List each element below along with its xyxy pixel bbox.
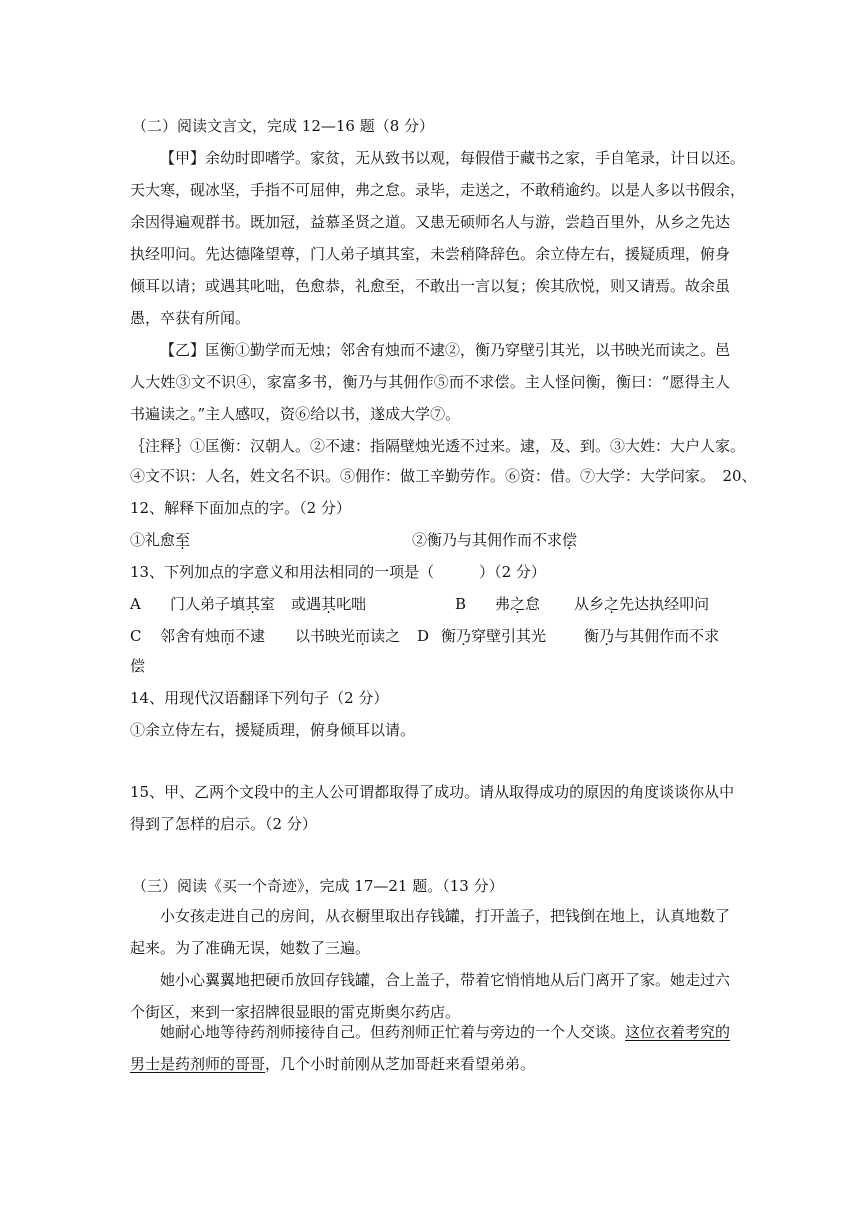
q13-stem: 13、下列加点的字意义和用法相同的一项是（ ）（2 分） bbox=[130, 563, 546, 581]
notes-line-1: ｛注释｝①匡衡：汉朝人。②不逮：指隔壁烛光透不过来。逮，及、到。③大姓：大户人家。 bbox=[130, 437, 746, 455]
option-a-label: A bbox=[130, 595, 141, 613]
q13-option-c: C 邻舍有烛而不逮 以书映光而读之 bbox=[130, 627, 401, 645]
q12-stem: 12、解释下面加点的字。（2 分） bbox=[130, 499, 351, 517]
underlined-phrase: 男士是药剂师的哥哥 bbox=[130, 1055, 266, 1073]
option-b-label: B bbox=[455, 595, 467, 613]
story-p2-line-1: 她小心翼翼地把硬币放回存钱罐，合上盖子，带着它悄悄地从后门离开了家。她走过六 bbox=[160, 971, 731, 989]
story-p1-line-2: 起来。为了准确无误，她数了三遍。 bbox=[130, 939, 371, 957]
q13-option-a: A 门人弟子填其室 或遇其叱咄 bbox=[130, 595, 367, 613]
q15-line-1: 15、甲、乙两个文段中的主人公可谓都取得了成功。请从取得成功的原因的角度谈谈你从中 bbox=[130, 783, 735, 801]
q12-item-a: ①礼愈至 bbox=[130, 531, 191, 549]
yi-line-1: 【乙】匡衡①勤学而无烛；邻舍有烛而不逮②，衡乃穿壁引其光，以书映光而读之。邑 bbox=[160, 341, 731, 359]
section2-heading: （二）阅读文言文，完成 12—16 题（8 分） bbox=[132, 117, 435, 135]
emphasis-dot-char: 至 bbox=[175, 531, 191, 549]
q14-stem: 14、用现代汉语翻译下列句子（2 分） bbox=[130, 689, 389, 707]
q13-option-b: B 弗之怠 从乡之先达执经叩问 bbox=[455, 595, 710, 613]
jia-line-4: 执经叩问。先达德隆望尊，门人弟子填其室，未尝稍降辞色。余立侍左右，援疑质理，俯身 bbox=[130, 245, 731, 263]
story-p3-line-2: 男士是药剂师的哥哥，几个小时前刚从芝加哥赶来看望弟弟。 bbox=[130, 1055, 536, 1073]
jia-line-6: 愚，卒获有所闻。 bbox=[130, 309, 251, 327]
jia-line-1: 【甲】余幼时即嗜学。家贫，无从致书以观，每假借于藏书之家，手自笔录，计日以还。 bbox=[160, 149, 746, 167]
option-d-label: D bbox=[417, 627, 430, 645]
underlined-phrase: 这位衣着考究的 bbox=[625, 1023, 731, 1041]
notes-line-2: ④文不识：人名，姓文名不识。⑤佣作：做工辛勤劳作。⑥资：借。⑦大学：大学问家。 20、 bbox=[130, 467, 757, 485]
story-p2-line-2: 个街区，来到一家招牌很显眼的雷克斯奥尔药店。 bbox=[130, 1003, 461, 1021]
story-p1-line-1: 小女孩走进自己的房间，从衣橱里取出存钱罐，打开盖子，把钱倒在地上，认真地数了 bbox=[160, 907, 731, 925]
yi-line-3: 书遍读之。”主人感叹，资⑥给以书，遂成大学⑦。 bbox=[130, 405, 461, 423]
q13-option-d: D 衡乃穿壁引其光 衡乃与其佣作而不求 bbox=[417, 627, 720, 645]
yi-line-2: 人大姓③文不识④，家富多书，衡乃与其佣作⑤而不求偿。主人怪问衡，衡曰：“愿得主人 bbox=[130, 373, 730, 391]
jia-line-5: 倾耳以请；或遇其叱咄，色愈恭，礼愈至，不敢出一言以复；俟其欣悦，则又请焉。故余虽 bbox=[130, 277, 731, 295]
jia-line-2: 天大寒，砚冰坚，手指不可屈伸，弗之怠。录毕，走送之，不敢稍逾约。以是人多以书假余， bbox=[130, 181, 746, 199]
section3-heading: （三）阅读《买一个奇迹》，完成 17—21 题。（13 分） bbox=[132, 877, 504, 895]
story-p3-line-1: 她耐心地等待药剂师接待自己。但药剂师正忙着与旁边的一个人交谈。这位衣着考究的 bbox=[160, 1023, 731, 1041]
q14-item: ①余立侍左右，援疑质理，俯身倾耳以请。 bbox=[130, 721, 416, 739]
jia-line-3: 余因得遍观群书。既加冠，益慕圣贤之道。又患无硕师名人与游，尝趋百里外，从乡之先达 bbox=[130, 213, 731, 231]
q13-option-d-wrap: 偿 bbox=[130, 657, 146, 675]
q12-item-b: ②衡乃与其佣作而不求偿 bbox=[412, 531, 578, 549]
emphasis-dot-char: 偿 bbox=[562, 531, 578, 549]
option-c-label: C bbox=[130, 627, 142, 645]
q15-line-2: 得到了怎样的启示。（2 分） bbox=[130, 815, 317, 833]
